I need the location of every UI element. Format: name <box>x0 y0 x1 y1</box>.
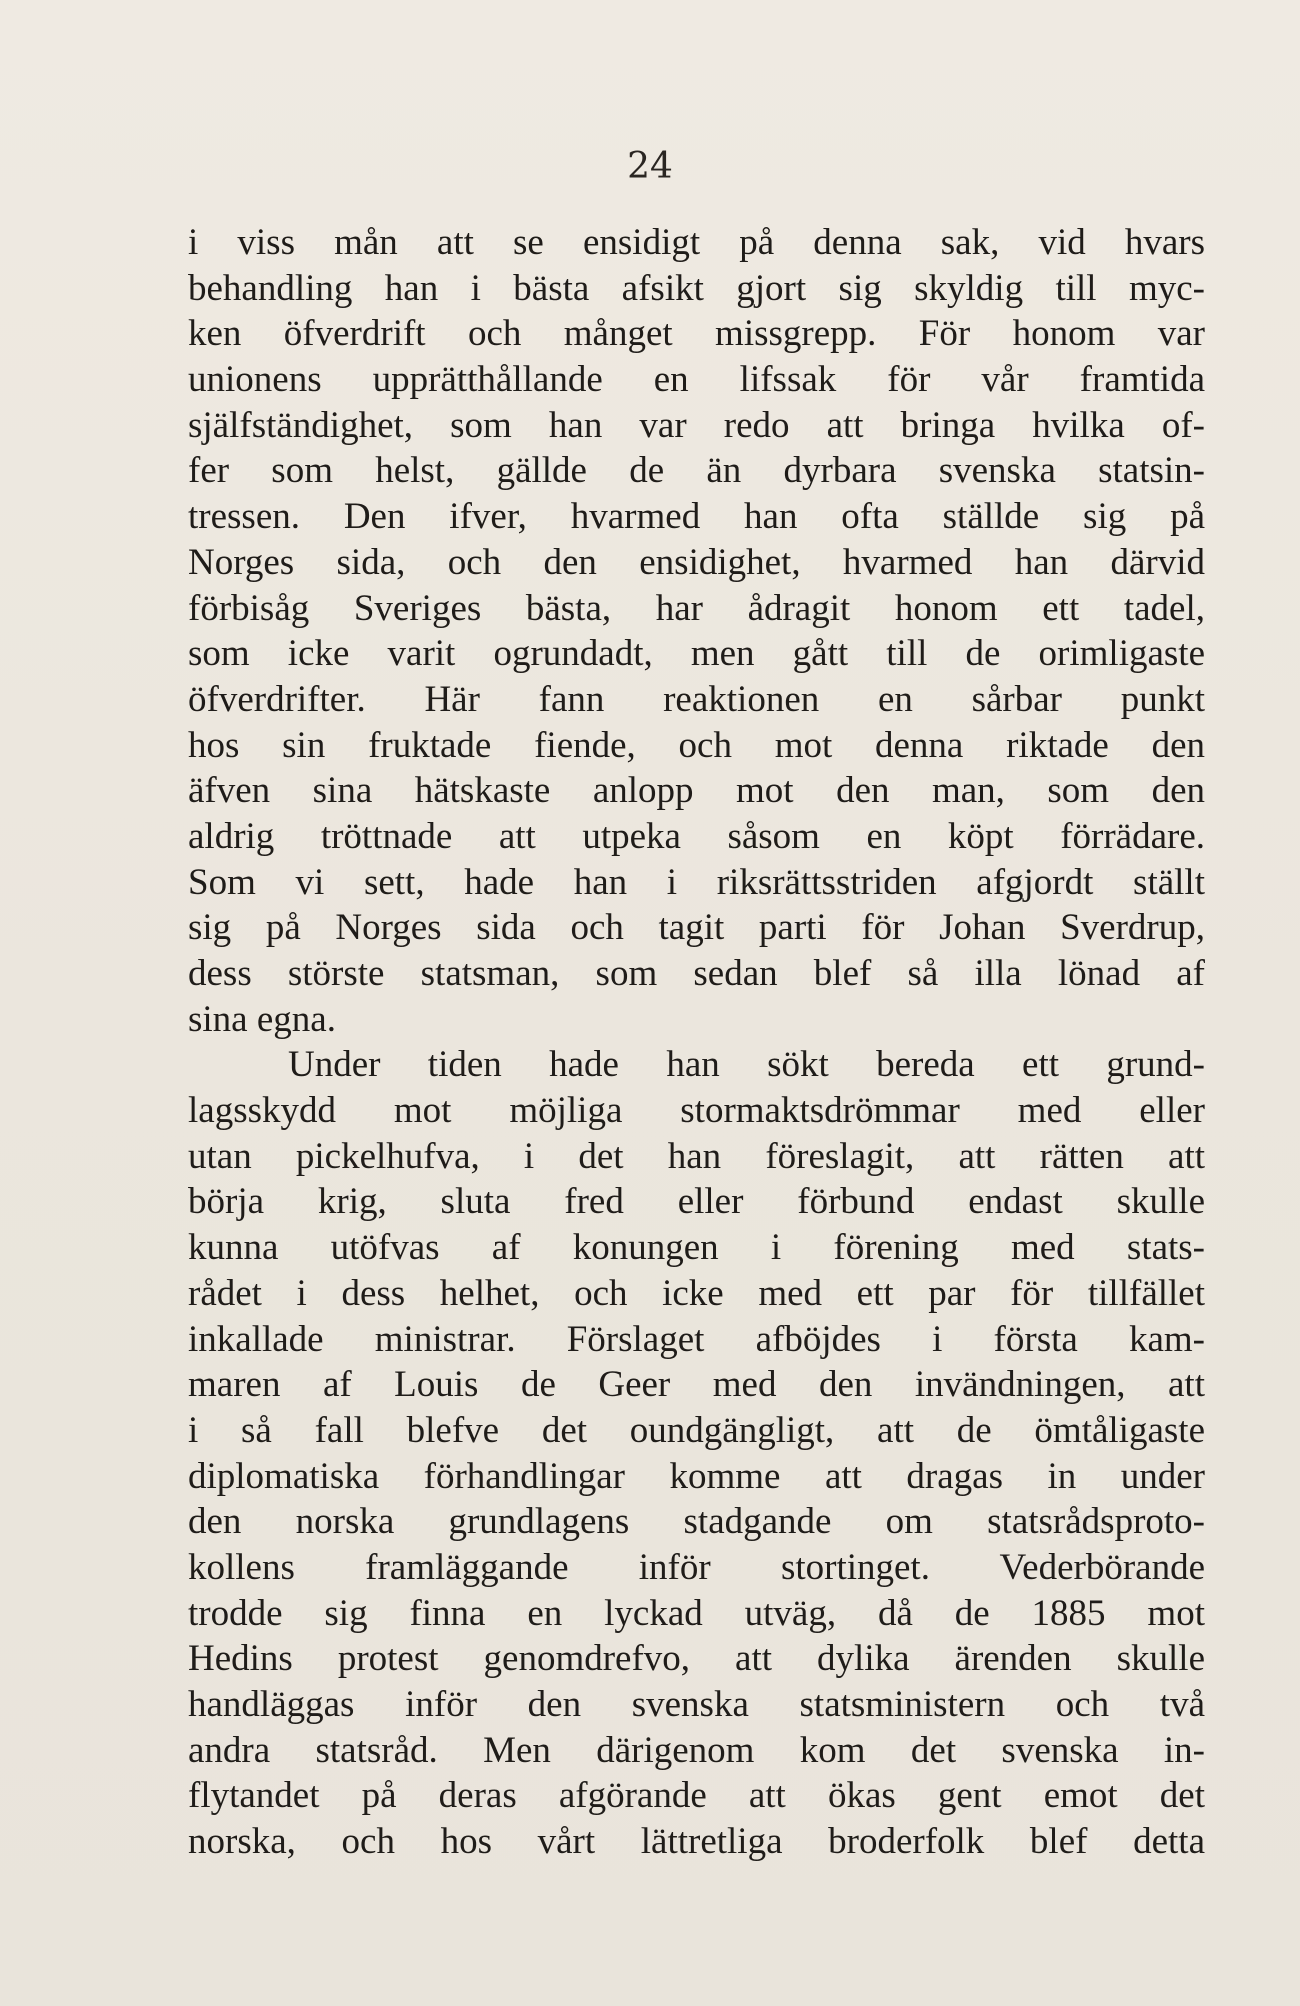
text-line: norska, och hos vårt lättretliga broderfolk blef detta <box>188 1821 1205 1863</box>
text-line: dess störste statsman, som sedan blef så illa lönad af <box>188 953 1205 994</box>
text-line: öfverdrifter. Här fann reaktionen en sårbar punkt <box>188 678 1205 720</box>
text-line: förbisåg Sveriges bästa, har ådragit honom ett tadel, <box>188 587 1205 629</box>
paragraph-end-line: sina egna. <box>188 998 336 1040</box>
text-line: sig på Norges sida och tagit parti för Johan Sverdrup, <box>188 907 1205 949</box>
text-line: som icke varit ogrundadt, men gått till de orimligaste <box>188 633 1205 675</box>
text-line: utan pickelhufva, i det han föreslagit, att rätten att <box>188 1135 1205 1177</box>
text-line: handläggas inför den svenska statsministern och två <box>188 1684 1205 1725</box>
text-line: i viss mån att se ensidigt på denna sak, vid hvars <box>188 222 1205 263</box>
text-line: maren af Louis de Geer med den invändningen, att <box>188 1364 1205 1406</box>
text-line: behandling han i bästa afsikt gjort sig skyldig till myc- <box>188 267 1205 309</box>
text-line: i så fall blefve det oundgängligt, att de ömtåligaste <box>188 1409 1205 1451</box>
text-line: rådet i dess helhet, och icke med ett par för tillfället <box>188 1272 1205 1314</box>
text-line: Norges sida, och den ensidighet, hvarmed han därvid <box>188 541 1205 583</box>
text-line: flytandet på deras afgörande att ökas gent emot det <box>188 1775 1205 1817</box>
text-line: fer som helst, gällde de än dyrbara svenska statsin- <box>188 450 1205 492</box>
text-line: Hedins protest genomdrefvo, att dylika ärenden skulle <box>188 1638 1205 1680</box>
text-line: kunna utöfvas af konungen i förening med stats- <box>188 1227 1205 1269</box>
text-line: diplomatiska förhandlingar komme att dragas in under <box>188 1455 1205 1497</box>
text-line: hos sin fruktade fiende, och mot denna riktade den <box>188 724 1205 766</box>
text-line: unionens upprätthållande en lifssak för vår framtida <box>188 359 1205 401</box>
text-line: äfven sina hätskaste anlopp mot den man, som den <box>188 770 1205 812</box>
text-line: inkallade ministrar. Förslaget afböjdes i första kam- <box>188 1318 1205 1360</box>
text-line: börja krig, sluta fred eller förbund endast skulle <box>188 1181 1205 1223</box>
paragraph-start-line: Under tiden hade han sökt bereda ett grund- <box>288 1044 1205 1086</box>
text-line: andra statsråd. Men därigenom kom det svenska in- <box>188 1729 1205 1771</box>
body-text <box>188 220 1205 1865</box>
text-line: den norska grundlagens stadgande om statsrådsproto- <box>188 1501 1205 1543</box>
text-line: Som vi sett, hade han i riksrättsstriden afgjordt ställt <box>188 861 1205 903</box>
text-line: kollens framläggande inför stortinget. Vederbörande <box>188 1546 1205 1588</box>
text-line: trodde sig finna en lyckad utväg, då de 1885 mot <box>188 1592 1205 1634</box>
text-line: lagsskydd mot möjliga stormaktsdrömmar med eller <box>188 1090 1205 1132</box>
page-number: 24 <box>627 146 673 187</box>
text-line: aldrig tröttnade att utpeka såsom en köpt förrädare. <box>188 815 1205 857</box>
text-line: ken öfverdrift och månget missgrepp. För honom var <box>188 313 1205 355</box>
text-line: tressen. Den ifver, hvarmed han ofta ställde sig på <box>188 496 1205 538</box>
text-line: själfständighet, som han var redo att bringa hvilka of- <box>188 404 1205 446</box>
